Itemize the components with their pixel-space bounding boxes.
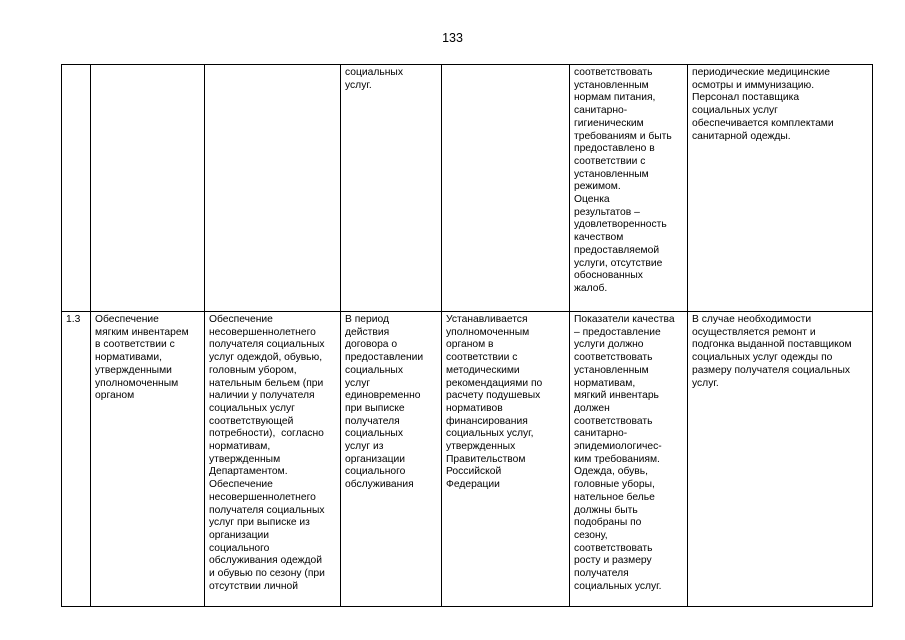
cell-service-period: В период действия договора о предоставлении социальных услуг единовременно при выписке получателя социальных услуг из организации социального обслуживания	[341, 312, 442, 607]
page-number: 133	[442, 31, 463, 45]
cell-service-period: социальных услуг.	[341, 65, 442, 312]
cell-per-capita-norm: Устанавливается уполномоченным органом в соответствии с методическими рекомендациями по расчету подушевых нормативов финансирования социальных услуг, утвержденных Правительством Российской Федерации	[442, 312, 570, 607]
cell-number	[62, 65, 91, 312]
cell-service-name: Обеспечение мягким инвентарем в соответствии с нормативами, утвержденными уполномоченным органом	[91, 312, 205, 607]
services-table	[61, 64, 873, 607]
cell-service-description: Обеспечение несовершеннолетнего получателя социальных услуг одеждой, обувью, головным убором, нательным бельем (при наличии у получателя социальных услуг соответствующей потребности), согласно нормативам, утвержденным Департаментом. Обеспечение несовершеннолетнего получателя социальных услуг при выписке из организации социального обслуживания одеждой и обувью по сезону (при отсутствии личной	[205, 312, 341, 607]
cell-conditions: периодические медицинские осмотры и иммунизацию. Персонал поставщика социальных услуг обеспечивается комплектами санитарной одежды.	[688, 65, 873, 312]
cell-quality-indicators: Показатели качества – предоставление услуги должно соответствовать установленным нормативам, мягкий инвентарь должен соответствовать санитарно- эпидемиологичес- ким требованиям. Одежда, обувь, головные уборы, нательное белье должны быть подобраны по сезону, соответствовать росту и размеру получателя социальных услуг.	[570, 312, 688, 607]
table-row-1-3	[62, 312, 873, 607]
cell-number: 1.3	[62, 312, 91, 607]
cell-service-description	[205, 65, 341, 312]
cell-service-name	[91, 65, 205, 312]
cell-per-capita-norm	[442, 65, 570, 312]
cell-quality-indicators: соответствовать установленным нормам питания, санитарно- гигиеническим требованиям и быть предоставлено в соответствии с установленным режимом. Оценка результатов – удовлетворенность качеством предоставляемой услуги, отсутствие обоснованных жалоб.	[570, 65, 688, 312]
cell-conditions: В случае необходимости осуществляется ремонт и подгонка выданной поставщиком социальных услуг одежды по размеру получателя социальных услуг.	[688, 312, 873, 607]
table-row-continued	[62, 65, 873, 312]
